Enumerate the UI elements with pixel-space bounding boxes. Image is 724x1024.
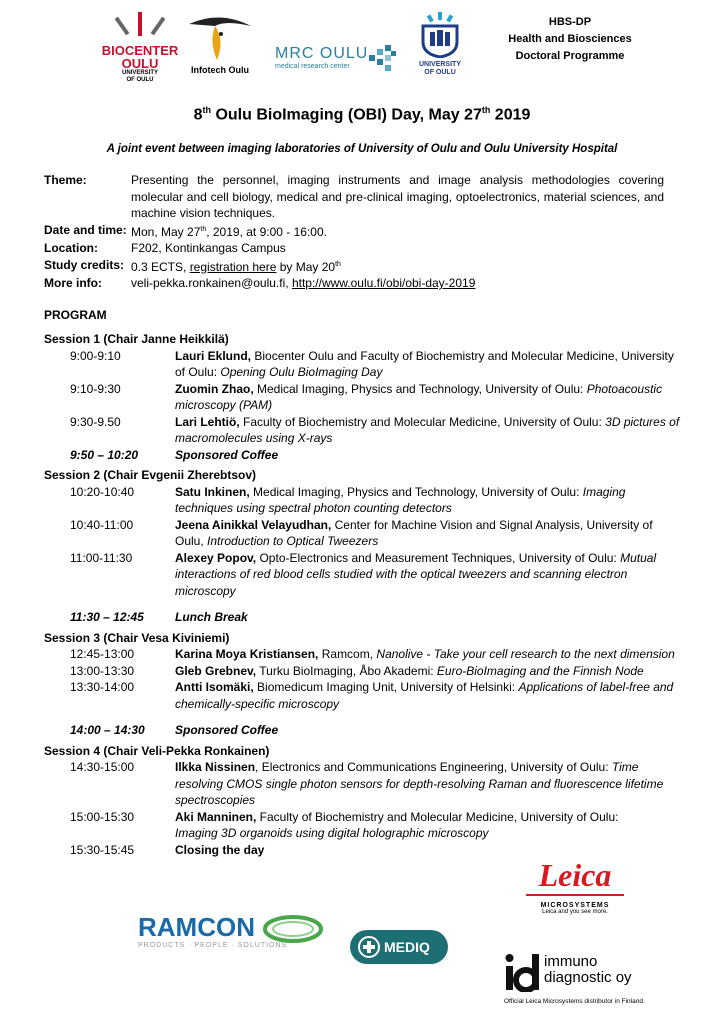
program-item: 11:00-11:30 Alexey Popov, Opto-Electronics and Measurement Techniques, University of Oulu: Mutual interactions of red blood cells studied with the optical tweezers and scanning electron microscopy — [70, 550, 657, 598]
program-item: 15:00-15:30 Aki Manninen, Faculty of Biochemistry and Molecular Medicine, University of Oulu: Imaging 3D organoids using digital holographic microscopy — [70, 809, 619, 840]
session-title: Session 2 (Chair Evgenii Zherebtsov) — [44, 468, 257, 482]
leica-logo — [520, 858, 630, 928]
leica-wordmark: Leica — [538, 857, 612, 893]
session-3 — [44, 630, 684, 739]
program-sessions — [44, 331, 684, 858]
biocenter-name: BIOCENTER — [101, 43, 179, 58]
break-item: 9:50 – 10:20 Sponsored Coffee — [70, 447, 279, 462]
immuno-id-icon — [504, 952, 540, 992]
mrc-grid-icon — [369, 45, 397, 73]
program-item: 13:00-13:30 Gleb Grebnev, Turku BioImaging, Åbo Akademi: Euro-BioImaging and the Finnish Node — [70, 663, 644, 678]
mediq-cross-icon — [358, 936, 380, 958]
immuno-name-2: diagnostic oy — [544, 969, 632, 986]
biocenter-uni-2: OF OULU — [126, 77, 154, 83]
event-info — [44, 172, 664, 292]
session-title: Session 3 (Chair Vesa Kiviniemi) — [44, 630, 230, 645]
uo-name-1: UNIVERSITY — [418, 61, 461, 68]
program-item: 12:45-13:00 Karina Moya Kristiansen, Ramcom, Nanolive - Take your cell research to the next dimension — [70, 647, 675, 661]
session-title: Session 1 (Chair Janne Heikkilä) — [44, 332, 229, 346]
page-subtitle: A joint event between imaging laboratories of University of Oulu and Oulu University Hospital — [106, 143, 618, 155]
program-item: 9:30-9.50 Lari Lehtiö, Faculty of Biochemistry and Molecular Medicine, University of Oulu: 3D pictures of macromolecules using X-rays — [70, 414, 680, 445]
biocenter-oulu-logo — [100, 10, 180, 85]
mrc-oulu-logo — [275, 45, 400, 85]
leica-sub: MICROSYSTEMS — [540, 902, 610, 909]
program-heading: PROGRAM — [44, 308, 107, 322]
immuno-tag: Official Leica Microsystems distributor in Finland. — [504, 998, 645, 1005]
infotech-oulu-logo — [185, 12, 255, 82]
page-title: 8th Oulu BioImaging (OBI) Day, May 27th 2019 — [193, 105, 531, 124]
info-location: Location: F202, Kontinkangas Campus — [44, 241, 286, 255]
immuno-name-1: immuno — [544, 953, 598, 970]
session-2 — [44, 467, 684, 626]
biocenter-uni-1: UNIVERSITY — [121, 70, 158, 76]
ramcon-tag: PRODUCTS · PEOPLE · SOLUTIONS — [138, 942, 288, 949]
session-title: Session 4 (Chair Veli-Pekka Ronkainen) — [44, 743, 270, 758]
university-of-oulu-logo — [415, 10, 465, 85]
infotech-name: Infotech Oulu — [191, 65, 249, 75]
ramcon-logo — [138, 912, 338, 962]
doctoral-programme-header — [470, 14, 670, 65]
program-item: 10:40-11:00 Jeena Ainikkal Velayudhan, Center for Machine Vision and Signal Analysis, University of Oulu, Introduction to Optical Tweezers — [70, 517, 653, 548]
university-crest-icon — [415, 10, 465, 58]
mediq-logo — [350, 930, 448, 964]
mrc-sub: medical research center — [275, 63, 350, 70]
obi-day-link[interactable]: http://www.oulu.fi/obi/obi-day-2019 — [291, 276, 476, 290]
header-line-2: Health and Biosciences — [508, 33, 632, 45]
mediq-wordmark: MEDIQ — [384, 939, 430, 955]
immuno-diagnostic-logo — [504, 952, 654, 1014]
program-item: 14:30-15:00 Ilkka Nissinen, Electronics and Communications Engineering, University of Oulu: Time resolving CMOS single photon sensors for depth-resolving Raman and fluorescence lifetime spectroscopies — [70, 760, 664, 807]
mrc-name: MRC OULU — [275, 45, 369, 62]
ramcon-wordmark: RAMCON — [138, 912, 255, 942]
program-item: 10:20-10:40 Satu Inkinen, Medical Imaging, Physics and Technology, University of Oulu: Imaging techniques using spectral photon counting detectors — [70, 484, 626, 515]
infotech-bird-icon — [185, 12, 255, 62]
program-item: 9:00-9:10 Lauri Eklund, Biocenter Oulu and Faculty of Biochemistry and Molecular Medicine, University of Oulu: Opening Oulu BioImaging Day — [70, 348, 674, 379]
program-item: 15:30-15:45 Closing the day — [70, 842, 265, 857]
session-4 — [44, 743, 684, 859]
ramcon-swoosh-icon — [262, 912, 324, 946]
info-date: Date and time: Mon, May 27th, 2019, at 9:00 - 16:00. — [44, 222, 327, 239]
session-1 — [44, 331, 684, 463]
program-item: 13:30-14:00 Antti Isomäki, Biomedicum Imaging Unit, University of Helsinki: Applications of label-free and chemically-specific microscopy — [70, 680, 674, 711]
registration-link[interactable]: registration here — [189, 259, 277, 274]
break-item: 11:30 – 12:45 Lunch Break — [70, 610, 248, 624]
header-line-1: HBS-DP — [548, 16, 592, 28]
contact-email[interactable]: veli-pekka.ronkainen@oulu.fi, — [131, 276, 292, 290]
biocenter-city: OULU — [121, 56, 159, 71]
leica-tag: Leica and you see more. — [542, 909, 608, 915]
info-theme: Theme: Presenting the personnel, imaging instruments and image analysis methodologies covering molecular and cell biology, medical and pre-clinical imaging, optoelectronics, material sciences, and machine vision techniques. — [44, 173, 664, 220]
uo-name-2: OF OULU — [424, 69, 456, 76]
break-item: 14:00 – 14:30 Sponsored Coffee — [70, 723, 279, 737]
info-credits: Study credits: 0.3 ECTS, registration here by May 20th — [44, 257, 341, 274]
info-more: More info: veli-pekka.ronkainen@oulu.fi, http://www.oulu.fi/obi/obi-day-2019 — [44, 276, 476, 290]
biocenter-rays-icon — [100, 10, 180, 42]
header-line-3: Doctoral Programme — [515, 50, 625, 62]
program-item: 9:10-9:30 Zuomin Zhao, Medical Imaging, Physics and Technology, University of Oulu: Photoacoustic microscopy (PAM) — [70, 381, 663, 412]
